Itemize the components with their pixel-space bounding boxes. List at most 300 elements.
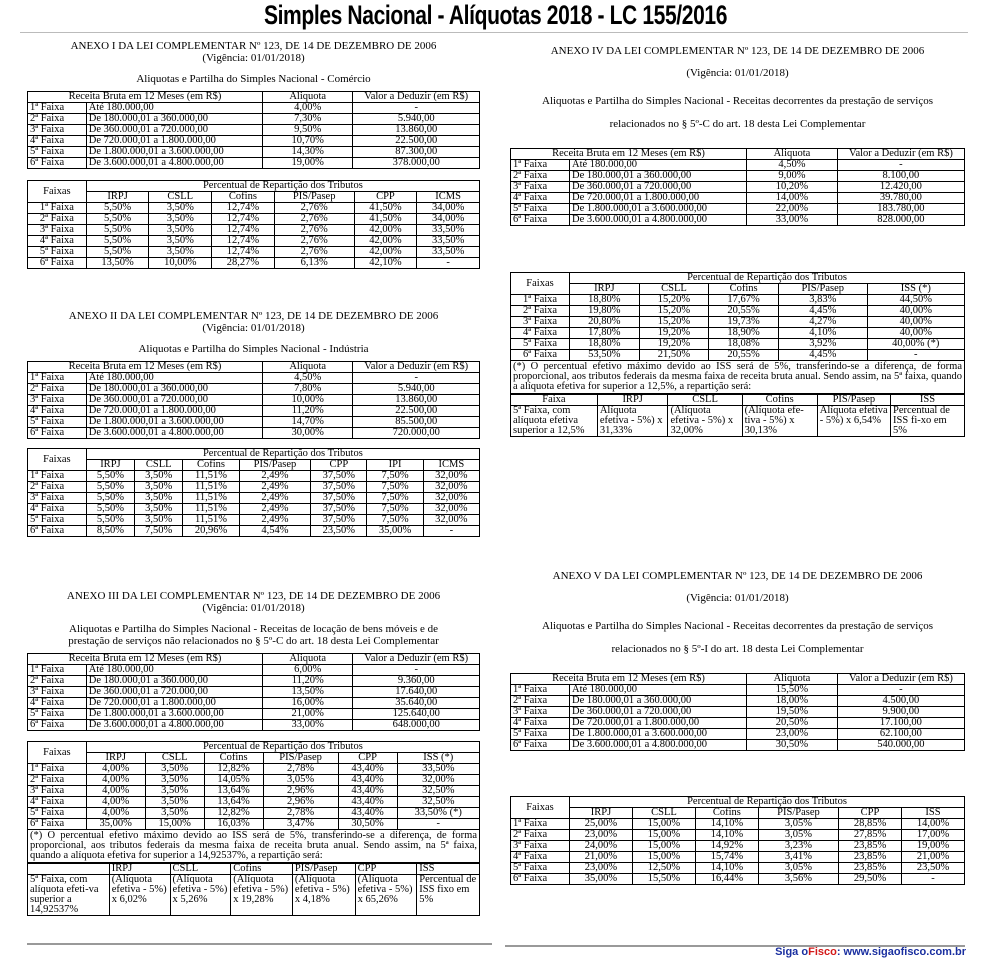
anexo-heading: ANEXO III DA LEI COMPLEMENTAR Nº 123, DE 14 DE DEZEMBRO DE 2006 (66, 590, 441, 602)
percent-cell: 3,50% (135, 493, 183, 504)
aliquota-header: Aliquota (747, 149, 838, 160)
faixa-label: 1ª Faixa (28, 203, 87, 214)
tributo-header: ISS (*) (867, 284, 964, 295)
reparticao-table (510, 272, 965, 361)
deduzir-cell: 87.300,00 (353, 147, 480, 158)
percent-cell: 3,50% (145, 764, 204, 775)
vigencia: (Vigência: 01/01/2018) (686, 592, 789, 604)
anexo-subtitle: Aliquotas e Partilha do Simples Nacional - Receitas de locação de bens móveis e de prestação de serviços não relacionados no § 5º-C do art. 18 desta Lei Complementar (68, 623, 439, 647)
percent-cell: 3,50% (149, 214, 212, 225)
deduzir-cell: 39.780,00 (837, 193, 964, 204)
percent-cell: 19,20% (639, 339, 709, 350)
aliquota-cell: 11,20% (263, 676, 353, 687)
anexo-2 (27, 310, 480, 537)
percent-cell: 15,20% (639, 306, 709, 317)
percent-cell: 14,92% (695, 841, 758, 852)
faixa-label: 3ª Faixa (28, 687, 87, 698)
faixa-label: 6ª Faixa (511, 215, 570, 226)
bottom-divider-left (27, 943, 492, 945)
percent-cell: 15,00% (632, 841, 695, 852)
receita-cell: De 360.000,01 a 720.000,00 (86, 687, 262, 698)
tributo-header: CSLL (632, 808, 695, 819)
percent-cell: 43,40% (338, 775, 397, 786)
percent-cell: 2,76% (274, 214, 354, 225)
reparticao-table (510, 796, 965, 885)
percentual-header: Percentual de Repartição dos Tributos (86, 742, 479, 753)
tributo-header: IRPJ (86, 460, 134, 471)
tributo-header: PIS/Pasep (778, 284, 867, 295)
faixa-label: 5ª Faixa (511, 729, 570, 740)
percent-cell: 21,50% (639, 350, 709, 361)
receita-cell: De 3.600.000,01 a 4.800.000,00 (86, 158, 262, 169)
percent-cell: 42,00% (354, 236, 417, 247)
percent-cell: 3,50% (145, 775, 204, 786)
special-header-cell: Cofins (231, 864, 293, 875)
tributo-header: CSLL (149, 192, 212, 203)
deduzir-cell: 4.500,00 (837, 696, 964, 707)
faixa-label: 6ª Faixa (511, 874, 570, 885)
percent-cell: 5,50% (86, 482, 134, 493)
special-cell: (Alíquota efe-tiva - 5%) x 30,13% (742, 406, 817, 437)
faixa-label: 2ª Faixa (511, 830, 570, 841)
special-cell: (Alíquota efetiva - 5%) x 5,26% (170, 875, 231, 916)
percent-cell: 34,00% (417, 214, 480, 225)
aliquota-cell: 9,00% (747, 171, 838, 182)
footer-fisco: Fisco (808, 946, 837, 958)
deduzir-cell: 648.000,00 (353, 720, 480, 731)
percent-cell: 4,45% (778, 350, 867, 361)
table-row (28, 125, 480, 136)
faixa-label: 5ª Faixa (511, 339, 570, 350)
percent-cell: 3,50% (145, 808, 204, 819)
receita-cell: De 3.600.000,01 a 4.800.000,00 (86, 428, 262, 439)
percent-cell: - (902, 874, 965, 885)
faixa-label: 5ª Faixa (511, 863, 570, 874)
tributo-header: CSLL (639, 284, 709, 295)
percent-cell: 23,85% (839, 852, 902, 863)
percent-cell: 3,50% (135, 515, 183, 526)
percent-cell: 7,50% (367, 515, 423, 526)
receita-cell: De 720.000,01 a 1.800.000,00 (86, 698, 262, 709)
faixa-label: 2ª Faixa (28, 114, 87, 125)
percent-cell: 3,05% (758, 863, 838, 874)
percent-cell: 18,08% (709, 339, 779, 350)
faixa-label: 1ª Faixa (28, 764, 87, 775)
table-row (28, 808, 480, 819)
vigencia: (Vigência: 01/01/2018) (202, 322, 305, 334)
faixa-label: 1ª Faixa (511, 685, 570, 696)
aliquotas-table (27, 361, 480, 439)
aliquota-cell: 18,00% (747, 696, 838, 707)
percent-cell: 12,74% (212, 225, 275, 236)
header-row (28, 742, 480, 753)
special-cell: Alíquota efetiva - 5%) x 6,54% (817, 406, 890, 437)
faixa-label: 2ª Faixa (511, 696, 570, 707)
percent-cell: 2,96% (263, 786, 338, 797)
tributo-header: Cofins (212, 192, 275, 203)
anexo-3 (27, 590, 480, 916)
special-header-cell: CPP (355, 864, 417, 875)
receita-header: Receita Bruta em 12 Meses (em R$) (511, 149, 747, 160)
aliquota-cell: 33,00% (263, 720, 353, 731)
percent-cell: 32,50% (397, 786, 479, 797)
aliquota-cell: 6,00% (263, 665, 353, 676)
percent-cell: 7,50% (367, 471, 423, 482)
faixa-label: 3ª Faixa (511, 317, 570, 328)
faixa-label: 5ª Faixa (28, 247, 87, 258)
receita-cell: De 720.000,01 a 1.800.000,00 (570, 718, 747, 729)
header-row (28, 181, 480, 192)
deduzir-cell: 5.940,00 (353, 114, 480, 125)
aliquota-cell: 14,70% (263, 417, 353, 428)
faixa-label: 1ª Faixa (28, 665, 87, 676)
percent-cell: 6,13% (274, 258, 354, 269)
faixa-label: 6ª Faixa (28, 428, 87, 439)
faixa-label: 1ª Faixa (511, 160, 570, 171)
percent-cell: 11,51% (183, 515, 239, 526)
percent-cell: 27,85% (839, 830, 902, 841)
deduzir-cell: 13.860,00 (353, 395, 480, 406)
special-header-cell: IRPJ (109, 864, 170, 875)
faixa-label: 5ª Faixa (28, 515, 87, 526)
reparticao-table (27, 448, 480, 537)
percent-cell: 3,50% (135, 471, 183, 482)
receita-cell: De 3.600.000,01 a 4.800.000,00 (86, 720, 262, 731)
receita-cell: Até 180.000,00 (570, 685, 747, 696)
percent-cell: 29,50% (839, 874, 902, 885)
percentual-header: Percentual de Repartição dos Tributos (570, 273, 965, 284)
tributo-header: CPP (311, 460, 367, 471)
header-row (28, 362, 480, 373)
percent-cell: 15,00% (632, 830, 695, 841)
deduzir-cell: 62.100,00 (837, 729, 964, 740)
deduzir-cell: 22.500,00 (353, 136, 480, 147)
percent-cell: 10,00% (149, 258, 212, 269)
percent-cell: 37,50% (311, 504, 367, 515)
tributo-header: IRPJ (86, 192, 149, 203)
faixa-label: 6ª Faixa (28, 819, 87, 830)
table-row (511, 729, 965, 740)
anexo-heading: ANEXO I DA LEI COMPLEMENTAR Nº 123, DE 14 DE DEZEMBRO DE 2006 (70, 40, 437, 52)
faixa-label: 6ª Faixa (28, 720, 87, 731)
faixa-label: 4ª Faixa (28, 698, 87, 709)
faixa-label: 2ª Faixa (511, 306, 570, 317)
tributo-header: IRPJ (570, 284, 640, 295)
faixa-label: 4ª Faixa (28, 136, 87, 147)
percent-cell: 3,83% (778, 295, 867, 306)
percent-cell: 42,00% (354, 247, 417, 258)
tributo-header: Cofins (695, 808, 758, 819)
faixas-header: Faixas (28, 181, 87, 203)
receita-cell: De 3.600.000,01 a 4.800.000,00 (570, 740, 747, 751)
receita-cell: De 720.000,01 a 1.800.000,00 (570, 193, 747, 204)
percent-cell: 28,27% (212, 258, 275, 269)
percent-cell: 28,85% (839, 819, 902, 830)
percent-cell: 3,50% (145, 797, 204, 808)
table-row (28, 764, 480, 775)
tributos-row (28, 460, 480, 471)
percent-cell: 53,50% (570, 350, 640, 361)
special-header-cell: CSLL (170, 864, 231, 875)
deduzir-cell: - (837, 685, 964, 696)
percent-cell: 21,00% (902, 852, 965, 863)
table-row (511, 863, 965, 874)
percent-cell: 4,27% (778, 317, 867, 328)
receita-cell: De 360.000,01 a 720.000,00 (86, 395, 262, 406)
aliquota-cell: 22,00% (747, 204, 838, 215)
percent-cell: 7,50% (367, 482, 423, 493)
table-row (28, 406, 480, 417)
receita-cell: De 180.000,01 a 360.000,00 (86, 384, 262, 395)
faixas-header: Faixas (28, 449, 87, 471)
percent-cell: 3,92% (778, 339, 867, 350)
receita-cell: De 180.000,01 a 360.000,00 (86, 676, 262, 687)
table-row (511, 740, 965, 751)
deduzir-cell: 720.000,00 (353, 428, 480, 439)
deduzir-cell: - (353, 103, 480, 114)
table-row (28, 665, 480, 676)
percent-cell: 2,49% (239, 493, 311, 504)
table-row (511, 215, 965, 226)
percent-cell: 34,00% (417, 203, 480, 214)
percent-cell: 3,50% (149, 247, 212, 258)
special-header-cell: ISS (417, 864, 480, 875)
deduzir-cell: 540.000,00 (837, 740, 964, 751)
percentual-header: Percentual de Repartição dos Tributos (570, 797, 965, 808)
percent-cell: 4,45% (778, 306, 867, 317)
table-row (28, 236, 480, 247)
percent-cell: 17,80% (570, 328, 640, 339)
percent-cell: 12,74% (212, 236, 275, 247)
table-row (511, 841, 965, 852)
aliquota-cell: 14,30% (263, 147, 353, 158)
table-row (28, 515, 480, 526)
anexo-subtitle-line2: relacionados no § 5º-C do art. 18 desta Lei Complementar (609, 118, 866, 130)
tributos-row (511, 284, 965, 295)
table-row (28, 395, 480, 406)
aliquota-cell: 21,00% (263, 709, 353, 720)
tributo-header: Cofins (709, 284, 779, 295)
faixa-label: 5ª Faixa (28, 147, 87, 158)
percent-cell: 40,00% (867, 328, 964, 339)
tributo-header: IRPJ (86, 753, 145, 764)
vigencia: (Vigência: 01/01/2018) (686, 67, 789, 79)
percent-cell: 2,76% (274, 236, 354, 247)
tributo-header: CPP (839, 808, 902, 819)
deduzir-cell: - (353, 665, 480, 676)
percent-cell: 5,50% (86, 247, 149, 258)
percent-cell: 3,50% (149, 203, 212, 214)
anexo-heading: ANEXO II DA LEI COMPLEMENTAR Nº 123, DE 14 DE DEZEMBRO DE 2006 (68, 310, 439, 322)
receita-cell: De 1.800.000,01 a 3.600.000,00 (86, 709, 262, 720)
table-row (511, 204, 965, 215)
special-header-cell: Cofins (742, 395, 817, 406)
table-row (511, 350, 965, 361)
aliquota-cell: 30,00% (263, 428, 353, 439)
table-row (28, 698, 480, 709)
special-cell: 5ª Faixa, com alíquota efeti-va superior a 14,92537% (28, 875, 110, 916)
table-row (28, 417, 480, 428)
aliquota-cell: 30,50% (747, 740, 838, 751)
percent-cell: 3,56% (758, 874, 838, 885)
anexo-subtitle-line2: relacionados no § 5º-I do art. 18 desta Lei Complementar (611, 643, 864, 655)
receita-cell: De 360.000,01 a 720.000,00 (86, 125, 262, 136)
percent-cell: 33,50% (*) (397, 808, 479, 819)
percent-cell: 23,85% (839, 863, 902, 874)
percent-cell: 4,00% (86, 786, 145, 797)
percent-cell: 41,50% (354, 203, 417, 214)
table-row (28, 247, 480, 258)
tributo-header: ICMS (417, 192, 480, 203)
deduzir-header: Valor a Deduzir (em R$) (353, 654, 480, 665)
anexo-4 (510, 45, 965, 437)
percent-cell: 3,05% (263, 775, 338, 786)
receita-cell: Até 180.000,00 (86, 665, 262, 676)
tributo-header: CSLL (135, 460, 183, 471)
table-row (28, 786, 480, 797)
receita-header: Receita Bruta em 12 Meses (em R$) (28, 654, 263, 665)
percent-cell: 12,74% (212, 214, 275, 225)
percent-cell: 33,50% (417, 247, 480, 258)
percent-cell: 24,00% (570, 841, 633, 852)
percent-cell: - (867, 350, 964, 361)
table-row (28, 504, 480, 515)
header-row (28, 864, 480, 875)
faixa-label: 2ª Faixa (28, 775, 87, 786)
tributo-header: ICMS (423, 460, 479, 471)
percent-cell: 2,78% (263, 808, 338, 819)
special-header-cell: IRPJ (597, 395, 668, 406)
percent-cell: 23,50% (902, 863, 965, 874)
table-row (511, 295, 965, 306)
aliquota-cell: 10,00% (263, 395, 353, 406)
header-row (28, 92, 480, 103)
faixa-label: 2ª Faixa (28, 384, 87, 395)
tributos-row (28, 192, 480, 203)
deduzir-cell: 183.780,00 (837, 204, 964, 215)
percent-cell: 35,00% (570, 874, 633, 885)
reparticao-table (27, 741, 480, 830)
percent-cell: 14,00% (902, 819, 965, 830)
table-row (28, 203, 480, 214)
table-row (28, 819, 480, 830)
aliquotas-table (27, 91, 480, 169)
percent-cell: 32,00% (423, 493, 479, 504)
percent-cell: 4,00% (86, 764, 145, 775)
percent-cell: 16,03% (204, 819, 263, 830)
faixa-label: 4ª Faixa (511, 718, 570, 729)
table-row (28, 797, 480, 808)
percent-cell: 4,00% (86, 808, 145, 819)
faixa-label: 1ª Faixa (511, 819, 570, 830)
faixa-label: 6ª Faixa (511, 740, 570, 751)
faixa-label: 3ª Faixa (28, 125, 87, 136)
percent-cell: 40,00% (*) (867, 339, 964, 350)
table-row (511, 685, 965, 696)
percent-cell: 13,50% (86, 258, 149, 269)
percent-cell: 33,50% (417, 225, 480, 236)
deduzir-cell: 12.420,00 (837, 182, 964, 193)
percent-cell: 2,76% (274, 203, 354, 214)
aliquota-header: Aliquota (263, 92, 353, 103)
footer-url: : www.sigaofisco.com.br (836, 946, 966, 958)
percent-cell: 23,00% (570, 830, 633, 841)
deduzir-cell: 828.000,00 (837, 215, 964, 226)
receita-cell: De 1.800.000,01 a 3.600.000,00 (570, 204, 747, 215)
percent-cell: 4,00% (86, 797, 145, 808)
percent-cell: 32,00% (397, 775, 479, 786)
table-row (28, 676, 480, 687)
table-row (28, 384, 480, 395)
percent-cell: 4,10% (778, 328, 867, 339)
percent-cell: 37,50% (311, 471, 367, 482)
table-row (511, 696, 965, 707)
deduzir-cell: 85.500,00 (353, 417, 480, 428)
vigencia: (Vigência: 01/01/2018) (202, 52, 305, 64)
tributo-header: Cofins (183, 460, 239, 471)
special-cell: Percentual de ISS fi-xo em 5% (891, 406, 965, 437)
table-row (28, 225, 480, 236)
aliquotas-table (27, 653, 480, 731)
percent-cell: 5,50% (86, 471, 134, 482)
percent-cell: 43,40% (338, 786, 397, 797)
percent-cell: 20,55% (709, 350, 779, 361)
percent-cell: 20,55% (709, 306, 779, 317)
deduzir-header: Valor a Deduzir (em R$) (353, 92, 480, 103)
tributo-header: ISS (*) (397, 753, 479, 764)
faixa-label: 5ª Faixa (28, 808, 87, 819)
percent-cell: 13,64% (204, 797, 263, 808)
percent-cell: 3,41% (758, 852, 838, 863)
aliquota-cell: 19,00% (263, 158, 353, 169)
faixa-label: 4ª Faixa (511, 328, 570, 339)
table-row (511, 718, 965, 729)
percent-cell: 4,54% (239, 526, 311, 537)
aliquotas-table (510, 673, 965, 751)
percent-cell: 17,00% (902, 830, 965, 841)
special-cell: Percentual de ISS fixo em 5% (417, 875, 480, 916)
faixa-label: 3ª Faixa (28, 225, 87, 236)
percent-cell: 19,20% (639, 328, 709, 339)
percent-cell: 2,78% (263, 764, 338, 775)
aliquota-cell: 15,50% (747, 685, 838, 696)
tributo-header: Cofins (204, 753, 263, 764)
receita-cell: Até 180.000,00 (86, 373, 262, 384)
percent-cell: 3,50% (145, 786, 204, 797)
percentual-header: Percentual de Repartição dos Tributos (86, 181, 479, 192)
tributo-header: IPI (367, 460, 423, 471)
percent-cell: 12,50% (632, 863, 695, 874)
anexo-1 (27, 40, 480, 269)
faixa-label: 2ª Faixa (28, 214, 87, 225)
percent-cell: 2,76% (274, 247, 354, 258)
tributos-row (28, 753, 480, 764)
special-cell: Alíquota efetiva - 5%) x 31,33% (597, 406, 668, 437)
percent-cell: 11,51% (183, 482, 239, 493)
footer-brand[interactable] (775, 946, 966, 958)
percent-cell: 3,50% (135, 482, 183, 493)
percent-cell: - (417, 258, 480, 269)
anexo-subtitle: Aliquotas e Partilha do Simples Nacional - Indústria (138, 343, 369, 355)
percent-cell: 5,50% (86, 515, 134, 526)
percent-cell: 5,50% (86, 504, 134, 515)
percent-cell: 3,05% (758, 819, 838, 830)
percent-cell: 32,50% (397, 797, 479, 808)
faixa-label: 3ª Faixa (511, 841, 570, 852)
faixa-label: 4ª Faixa (28, 504, 87, 515)
table-row (28, 428, 480, 439)
table-row (511, 328, 965, 339)
